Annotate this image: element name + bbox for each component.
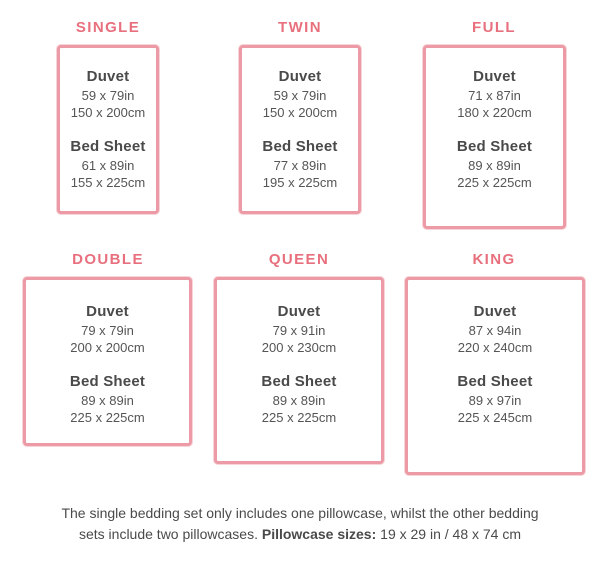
size-title-single: SINGLE [75,19,141,36]
size-card-double [23,277,192,446]
size-card-single [57,45,159,214]
bed-sheet-size-inches: 77 x 89in [273,158,327,173]
size-title-king: KING [472,251,516,268]
bed-sheet-size-inches: 89 x 89in [81,393,134,408]
pillowcase-sizes-value: 19 x 29 in / 48 x 74 cm [376,526,522,542]
bed-sheet-size-cm: 225 x 225cm [457,175,532,190]
bed-sheet-size-cm: 225 x 225cm [261,410,337,425]
bed-sheet-heading: Bed Sheet [261,373,337,390]
bed-sheet-size-inches: 61 x 89in [81,158,135,173]
footnote-line-2-text: sets include two pillowcases. [78,526,262,542]
bed-sheet-size-cm: 195 x 225cm [262,175,338,190]
size-card-twin [239,45,361,214]
size-card-king [405,277,585,475]
bed-sheet-size-inches: 89 x 89in [468,158,521,173]
size-card-full [423,45,566,229]
footnote-line-2 [0,524,600,545]
bed-sheet-size-inches: 89 x 97in [468,393,522,408]
duvet-size-inches: 59 x 79in [81,88,135,103]
size-title-double: DOUBLE [72,251,144,268]
size-title-queen: QUEEN [268,251,330,268]
duvet-heading: Duvet [473,68,516,85]
bed-sheet-heading: Bed Sheet [262,138,338,155]
bed-sheet-size-cm: 225 x 245cm [457,410,533,425]
duvet-size-inches: 79 x 79in [81,323,134,338]
bed-sheet-heading: Bed Sheet [69,373,146,390]
duvet-heading: Duvet [473,303,517,320]
size-card-queen [214,277,384,464]
duvet-heading: Duvet [278,68,322,85]
duvet-heading: Duvet [86,303,129,320]
bed-sheet-heading: Bed Sheet [457,373,533,390]
duvet-size-inches: 87 x 94in [468,323,522,338]
bed-sheet-size-inches: 89 x 89in [272,393,326,408]
duvet-heading: Duvet [277,303,321,320]
duvet-size-inches: 59 x 79in [273,88,327,103]
bed-sheet-heading: Bed Sheet [456,138,533,155]
size-title-full: FULL [472,19,516,36]
pillowcase-footnote [0,503,600,545]
size-title-twin: TWIN [278,19,322,36]
bed-sheet-heading: Bed Sheet [70,138,146,155]
duvet-size-cm: 180 x 220cm [457,105,532,120]
footnote-line-1: The single bedding set only includes one pillowcase, whilst the other bedding [61,505,539,521]
duvet-size-inches: 71 x 87in [468,88,521,103]
bed-sheet-size-cm: 225 x 225cm [70,410,145,425]
duvet-size-cm: 150 x 200cm [70,105,146,120]
duvet-size-cm: 200 x 230cm [261,340,337,355]
duvet-heading: Duvet [86,68,130,85]
duvet-size-cm: 220 x 240cm [457,340,533,355]
duvet-size-cm: 150 x 200cm [262,105,338,120]
duvet-size-cm: 200 x 200cm [70,340,145,355]
pillowcase-sizes-label: Pillowcase sizes: [261,526,377,542]
duvet-size-inches: 79 x 91in [272,323,326,338]
bed-sheet-size-cm: 155 x 225cm [70,175,146,190]
